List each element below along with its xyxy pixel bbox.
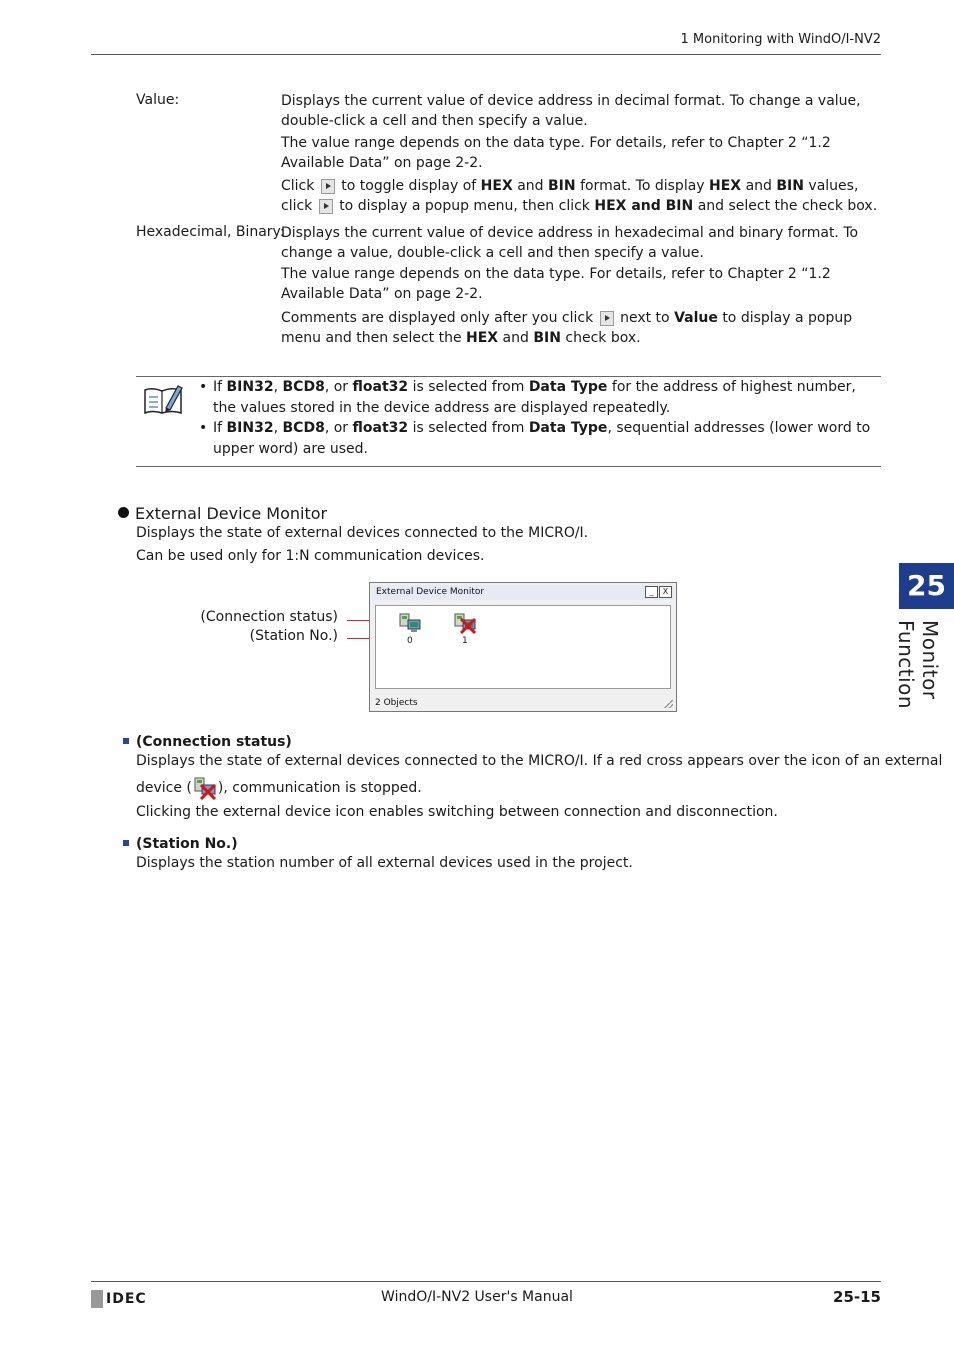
expand-arrow-icon bbox=[321, 179, 335, 194]
bold-term: float32 bbox=[352, 379, 409, 395]
text-run: , sequential addresses (lower word to upper word) are used. bbox=[213, 420, 871, 457]
text-run: next to bbox=[620, 310, 670, 326]
text-run: and select the check box. bbox=[697, 198, 878, 214]
bullet: • bbox=[199, 379, 208, 395]
section-title: External Device Monitor bbox=[135, 504, 328, 523]
window-title-bar bbox=[372, 585, 674, 600]
conn-status-line-3: Clicking the external device icon enables switching between connection and disconnection. bbox=[136, 804, 778, 820]
device-disconnected-icon[interactable] bbox=[453, 612, 477, 634]
conn-status-line-2 bbox=[136, 776, 422, 800]
bold-term: HEX bbox=[709, 178, 742, 194]
square-bullet-icon bbox=[123, 738, 129, 744]
window-title: External Device Monitor bbox=[376, 587, 485, 597]
bold-term: BIN bbox=[548, 178, 576, 194]
conn-status-line-1: Displays the state of external devices connected to the MICRO/I. If a red cross appears over the icon of an external bbox=[136, 753, 943, 769]
text-run: If bbox=[213, 420, 223, 436]
callout-station-no: (Station No.) bbox=[249, 628, 338, 644]
bold-term: BCD8 bbox=[282, 379, 325, 395]
minimize-button[interactable]: _ bbox=[645, 586, 658, 598]
def-hex-p3 bbox=[281, 308, 881, 348]
station-number: 0 bbox=[407, 636, 413, 646]
callout-connection-status: (Connection status) bbox=[200, 609, 338, 625]
text-run: If bbox=[213, 379, 223, 395]
text-run: , bbox=[273, 420, 279, 436]
expand-arrow-icon bbox=[319, 199, 333, 214]
note-item-1 bbox=[199, 377, 879, 419]
text-run: , or bbox=[324, 420, 349, 436]
expand-arrow-icon bbox=[600, 311, 614, 326]
disconnected-device-icon bbox=[193, 776, 217, 800]
bold-term: HEX bbox=[466, 330, 499, 346]
text-run: Click bbox=[281, 178, 315, 194]
bold-term: BIN32 bbox=[226, 379, 274, 395]
bold-term: Value bbox=[674, 310, 718, 326]
window-controls bbox=[645, 586, 672, 598]
bold-term: BIN32 bbox=[226, 420, 274, 436]
text-run: and bbox=[502, 330, 529, 346]
def-value-p3 bbox=[281, 176, 881, 216]
external-device-monitor-window bbox=[369, 582, 677, 712]
text-run: and bbox=[517, 178, 544, 194]
footer-manual-title: WindO/I-NV2 User's Manual bbox=[381, 1289, 573, 1305]
def-value-p2: The value range depends on the data type. For details, refer to Chapter 2 “1.2 Available Data” on page 2-2. bbox=[281, 135, 831, 171]
station-no-line-1: Displays the station number of all external devices used in the project. bbox=[136, 855, 633, 871]
text-run: to toggle display of bbox=[341, 178, 477, 194]
device-connected-icon[interactable] bbox=[398, 612, 422, 634]
close-button[interactable]: X bbox=[659, 586, 672, 598]
text-run: for the address of highest number, the values stored in the device address are displayed repeatedly. bbox=[213, 379, 856, 416]
footer-rule bbox=[91, 1281, 881, 1282]
device-list-area bbox=[375, 605, 671, 689]
text-run: values, click bbox=[281, 178, 859, 214]
note-pencil-icon bbox=[142, 382, 184, 416]
section-line-2: Can be used only for 1:N communication devices. bbox=[136, 548, 485, 564]
status-bar-text: 2 Objects bbox=[375, 698, 418, 708]
text-run: and bbox=[745, 178, 772, 194]
text-run: is selected from bbox=[412, 379, 525, 395]
bold-term: Data Type bbox=[528, 420, 608, 436]
square-bullet-icon bbox=[123, 840, 129, 846]
running-header: 1 Monitoring with WindO/I-NV2 bbox=[680, 32, 881, 47]
logo-text: IDEC bbox=[106, 1291, 147, 1307]
text-run: to display a popup menu and then select the bbox=[281, 310, 853, 346]
subheading-text: (Station No.) bbox=[136, 836, 238, 852]
section-heading bbox=[118, 504, 327, 523]
text-run: device ( bbox=[136, 780, 192, 796]
term-hex-binary: Hexadecimal, Binary: bbox=[136, 224, 285, 240]
bold-term: HEX and BIN bbox=[594, 198, 694, 214]
text-run: , or bbox=[324, 379, 349, 395]
subheading-connection-status bbox=[123, 734, 292, 750]
bullet-dot bbox=[118, 507, 129, 518]
term-value: Value: bbox=[136, 92, 180, 108]
bold-term: HEX bbox=[480, 178, 513, 194]
chapter-number-tab: 25 bbox=[899, 563, 954, 609]
resize-grip-icon[interactable] bbox=[664, 699, 673, 708]
def-hex-p2: The value range depends on the data type. For details, refer to Chapter 2 “1.2 Available Data” on page 2-2. bbox=[281, 266, 831, 302]
station-number: 1 bbox=[462, 636, 468, 646]
def-value-p1: Displays the current value of device address in decimal format. To change a value, double-click a cell and then specify a value. bbox=[281, 93, 861, 129]
bold-term: Data Type bbox=[528, 379, 608, 395]
chapter-title-vertical: Monitor Function bbox=[894, 620, 942, 710]
text-run: ), communication is stopped. bbox=[217, 780, 422, 796]
text-run: , bbox=[273, 379, 279, 395]
text-run: to display a popup menu, then click bbox=[339, 198, 590, 214]
bold-term: BIN bbox=[533, 330, 561, 346]
text-run: format. To display bbox=[580, 178, 705, 194]
header-rule bbox=[91, 54, 881, 55]
subheading-text: (Connection status) bbox=[136, 734, 292, 750]
bold-term: BIN bbox=[776, 178, 804, 194]
bold-term: BCD8 bbox=[282, 420, 325, 436]
def-hex-p1: Displays the current value of device address in hexadecimal and binary format. To change a value, double-click a cell and then specify a value. bbox=[281, 225, 859, 261]
text-run: is selected from bbox=[412, 420, 525, 436]
bullet: • bbox=[199, 420, 208, 436]
subheading-station-no bbox=[123, 836, 238, 852]
text-run: check box. bbox=[565, 330, 641, 346]
section-line-1: Displays the state of external devices connected to the MICRO/I. bbox=[136, 525, 589, 541]
note-item-2 bbox=[199, 418, 879, 460]
bold-term: float32 bbox=[352, 420, 409, 436]
text-run: Comments are displayed only after you click bbox=[281, 310, 594, 326]
page-number: 25-15 bbox=[833, 1288, 881, 1306]
